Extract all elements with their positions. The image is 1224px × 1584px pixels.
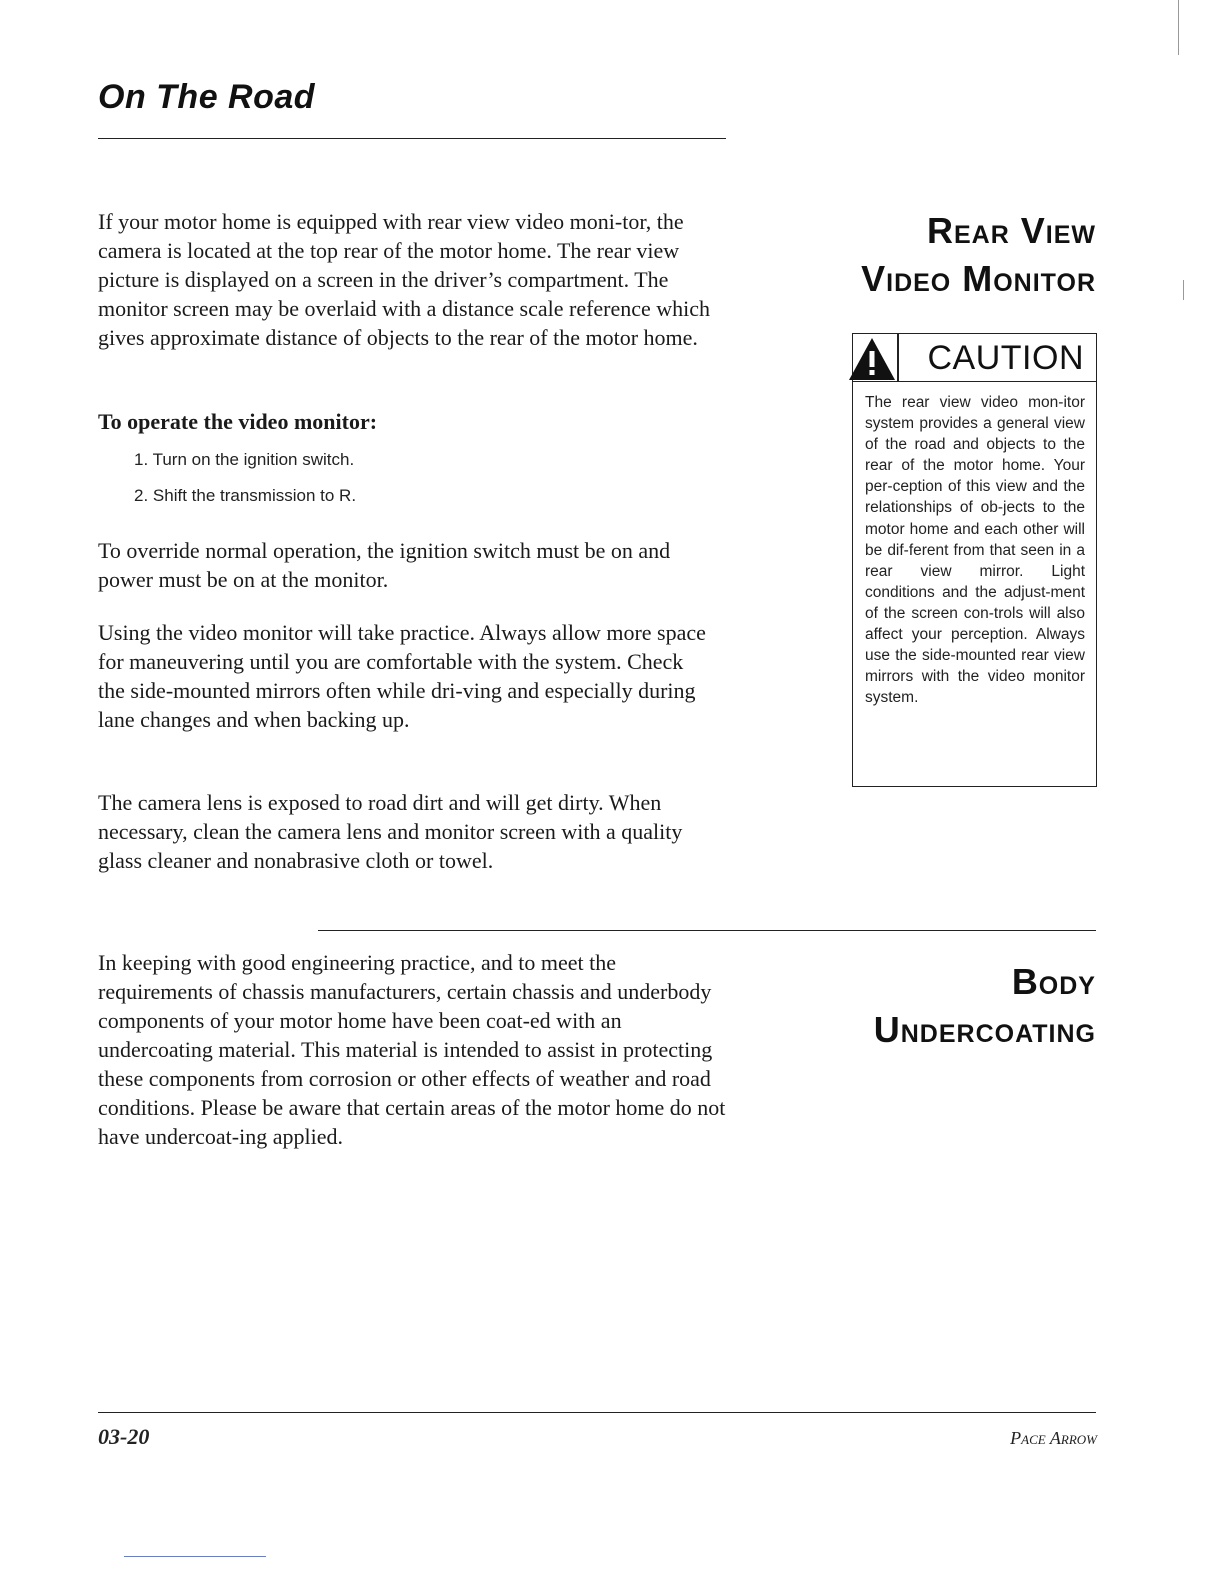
step-1: 1. Turn on the ignition switch. [134,450,355,469]
undercoating-heading-line2: Undercoating [873,1009,1096,1050]
scan-edge-mark [1178,0,1179,55]
undercoating-heading-line1: Body [1011,961,1096,1002]
footer-rule [98,1412,1096,1413]
practice-paragraph: Using the video monitor will take practice. Always allow more space for maneuvering until you are comfortable with the system. Check the side-mounted mirrors often while dri-ving and especially during lane changes and when backing up. [98,620,706,732]
rear-view-heading-line1: Rear View [926,210,1096,251]
rear-view-intro: If your motor home is equipped with rear view video moni-tor, the camera is located at the top rear of the motor home. The rear view picture is displayed on a screen in the driver’s compartment. The monitor screen may be overlaid with a distance scale reference which gives approximate distance of objects to the rear of the motor home. [98,209,711,350]
undercoating-paragraph: In keeping with good engineering practice, and to meet the requirements of chassis manufacturers, certain chassis and underbody components of your motor home have been coat-ed with an undercoating material. This material is intended to assist in protecting these components from corrosion or other effects of weather and road conditions. Please be aware that certain areas of the motor home do not have undercoat-ing applied. [98,950,726,1149]
page-number: 03-20 [98,1424,150,1449]
chapter-title: On The Road [98,78,316,116]
caution-text: The rear view video mon-itor system provides a general view of the road and objects to the rear of the motor home. Your per-ception of this view and the relationships of ob-jects to the motor home and each other will be dif-ferent from that seen in a rear view mirror. Light conditions and the adjust-ment of the screen con-trols will also affect your perception. Always use the side-mounted rear view mirrors with the video monitor system. [865,394,1085,707]
caution-header [853,334,1096,382]
override-paragraph: To override normal operation, the ignition switch must be on and power must be on at the monitor. [98,538,671,592]
rear-view-heading-line2: Video Monitor [861,258,1096,299]
section-divider [318,930,1096,931]
header-rule [98,138,726,139]
scan-bottom-mark [124,1556,266,1557]
caution-box [852,333,1097,787]
caution-label: CAUTION [927,339,1084,377]
product-name: Pace Arrow [1010,1428,1097,1448]
scan-edge-mark [1183,280,1184,300]
step-2: 2. Shift the transmission to R. [134,486,357,505]
operate-heading: To operate the video monitor: [98,409,378,434]
cleaning-paragraph: The camera lens is exposed to road dirt and will get dirty. When necessary, clean the camera lens and monitor screen with a quality glass cleaner and nonabrasive cloth or towel. [98,790,683,873]
warning-triangle-icon [847,336,897,382]
caution-divider [897,334,899,382]
